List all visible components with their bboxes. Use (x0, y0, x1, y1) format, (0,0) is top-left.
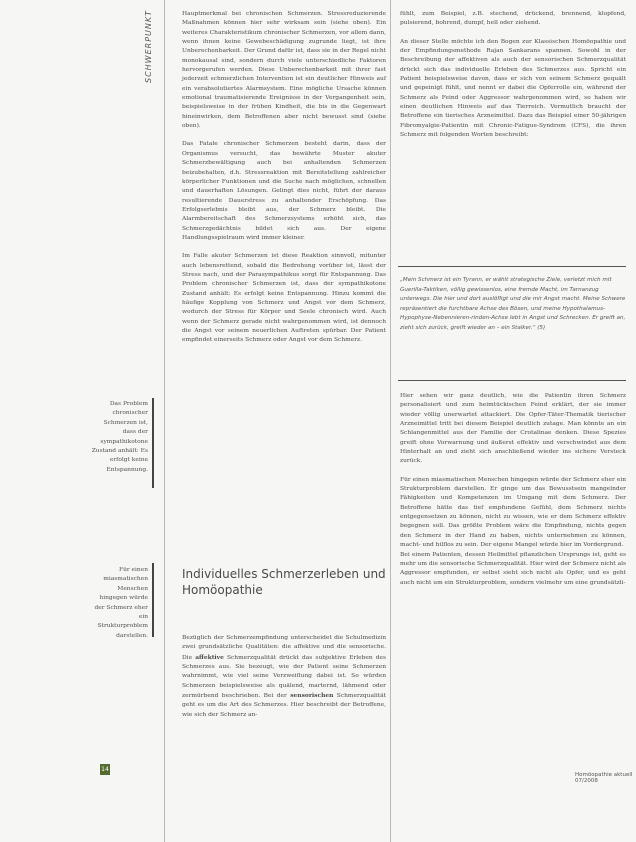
page-number: 14 (101, 766, 109, 773)
bold-term: sensorischen (290, 692, 334, 700)
paragraph: Das Fatale chronischer Schmerzen besteht darin, dass der Organismus versucht, das bewährte Muster akuter Schmerzbewältigung auch bei anhaltenden Schmerzen beizubehalten, d.h. Stressreaktion mit Bereitstellung zahlreicher körperlicher Funktionen und die Suche nach möglichen, schnellen und dauerhaften Lösungen. Gelingt dies nicht, führt der daraus resultierende Dauerstress zu anhaltender Erschöpfung. Das Erfolgserlebnis bleibt aus, der Schmerz bleibt. Die Alarmbereitschaft des Schmerzsystems erhöht sich, das Schmerzgedächtnis bildet sich aus. Der eigene Handlungsspielraum wird immer kleiner. (182, 141, 386, 241)
section-heading: Individuelles Schmerzerleben und Homöopathie (182, 567, 386, 597)
section-tab: SCHWERPUNKT (144, 10, 153, 84)
paragraph: Hauptmerkmal bei chronischen Schmerzen. Stressreduzierende Maßnahmen können hier sehr wirksam sein (siehe oben). Ein weiteres Charakteristikum chronischer Schmerzen, vor allem dann, wenn ihnen keine Gewebeschädigung zugrunde liegt, ist ihre Unberechenbarkeit. Der Grund dafür ist, dass sie in der Regel nicht monokausal sind, sondern durch viele unterschiedliche Faktoren hervorgerufen werden. Diese Unberechenbarkeit mit ihrer fast jederzeit schmerzlichen Intervention ist ein deutlicher Hinweis auf ein verabsolutiertes Alarmsystem. Eine mögliche Ursache können emotional traumatisierende Ereignisse in der Vergangenheit sein, beispielsweise in der frühen Kindheit, die bis in die Gegenwart hineinwirken, dem Betroffenen aber nicht bewusst sind (siehe oben). (182, 11, 386, 130)
bold-term: affektive (195, 653, 224, 661)
column-1-text (182, 10, 386, 346)
column-2-text (400, 10, 626, 140)
side-note-bar (152, 563, 154, 637)
paragraph: fühlt, zum Beispiel, z.B. stechend, drückend, brennend, klopfend, pulsierend, bohrend, dumpf, hell oder ziehend. (400, 11, 626, 27)
side-note: Für einen miasmatischen Menschen hingegen würde der Schmerz eher ein Strukturproblem darstellen. (94, 567, 148, 639)
paragraph (182, 634, 386, 720)
patient-quote: „Mein Schmerz ist ein Tyrann, er wählt strategische Ziele, verletzt mich mit Guerilla-Taktiken, völlig gewissenlos, eine fremde Macht, im Tarnanzug unterwegs. Die hier und dort auslöfligt und die mir Angst macht. Meine Schwere repräsentiert die furchtbare Achse des Bösen, und meine Hypothalamus-Hypophyse-Nebennieren-rinden-Achse lebt in Angst und Schrecken. Er greift an, zieht sich zurück, greift wieder an – ein Stalker.“ (5) (400, 277, 626, 331)
column-1-lower-text (182, 634, 386, 720)
side-note: Das Problem chronischer Schmerzen ist, dass der sympathikotone Zustand anhält: Es erfolgt keine Entspannung. (91, 401, 148, 473)
text-run: Schmerzqualität drückt das subjektive Erleben des Schmerzes aus. Sie bezeugt, wie der Patient seine Schmerzen wahrnimmt, wie viel seine Verzweiflung dabei ist. So würden Schmerzen beispielsweise als quälend, marternd, lähmend oder zermürbend beschrieben. Bei der (182, 654, 387, 700)
paragraph: Bei einem Patienten, dessen Heilmittel pflanzlichen Ursprungs ist, geht es mehr um die sensorische Schmerzqualität. Hier wird der Schmerz nicht als Aggressor empfunden, er selbst sieht sich nicht als Opfer, und es geht auch nicht um ein Strukturproblem, sondern vielmehr um eine grundsätzli- (400, 551, 626, 586)
text-run: Schmerzqualität geht es um die Art des Schmerzes. Hier beschreibt der Betroffene, wie sich der Schmerz an- (182, 693, 386, 718)
paragraph: Im Falle akuter Schmerzen ist diese Reaktion sinnvoll, mitunter auch lebensrettend, sobald die Bedrohung vorüber ist, lässt der Stress nach, und der Parasympathikus sorgt für Entspannung. Das Problem chronischer Schmerzen ist, dass der sympathikotone Zustand anhält: Es erfolgt keine Entspannung. Hinzu kommt die häufige Kopplung von Schmerz und Angst vor dem Schmerz, wodurch der Stress für Körper und Seele chronisch wird. Auch wenn der Schmerz gerade nicht wahrgenommen wird, ist dennoch die Angst vor seinem neuerlichen Auftreten spürbar. Der Patient empfindet einerseits Schmerz oder Angst vor dem Schmerz. (182, 253, 386, 344)
side-note-bar (152, 398, 154, 488)
paragraph: Hier sehen wir ganz deutlich, wie die Patientin ihren Schmerz personalisiert und zum heimtückischen Feind erklärt, der sie immer wieder völlig unerwartet attackiert. Die Opfer-Täter-Thematik tierischer Arzneimittel tritt bei diesem Beispiel deutlich zutage. Man könnte an ein Schlangenmittel aus der Familie der Crotalinae denken. Diese Spezies greift ohne Vorwarnung und äußerst effektiv und verschwindet aus dem Hinterhalt an und zieht sich anschließend wieder ins sichere Versteck zurück. (400, 393, 626, 465)
column-2-lower-text (400, 392, 626, 588)
paragraph: An dieser Stelle möchte ich den Bogen zur Klassischen Homöopathie und der Empfindungsmethode Rajan Sankarans spannen. Sowohl in der Beschreibung der affektiven als auch der sensorischen Schmerzqualität drückt sich das individuelle Erleben des Schmerzes aus. Spricht ein Patient beispielsweise davon, dass er sich von seinem Schmerz gequält und gepeinigt fühlt, und nennt er dabei die Opferrolle ein, während der Schmerz als Feind oder Aggressor wahrgenommen wird, so haben wir einen deutlichen Hinweis auf das Tierreich. Vermutlich braucht der Betroffene ein tierisches Arzneimittel. Dazu das Beispiel einer 50-jährigen Fibromyalgie-Patientin mit Chronic-Fatigue-Syndrom (CFS), die ihren Schmerz mit folgenden Worten beschreibt: (400, 38, 626, 139)
footer-issue: Homöopathie aktuell 07/2008 (575, 772, 633, 784)
text-run: Bezüglich der Schmerzempfindung unterscheidet die Schulmedizin zwei grundsätzliche Qualitäten: die affektive und die sensorische. Die (182, 635, 386, 661)
column-divider (164, 0, 165, 842)
quote-rule-top (398, 266, 626, 267)
paragraph: Für einen miasmatischen Menschen hingegen würde der Schmerz eher ein Strukturproblem darstellen. Er ginge um das Bewusstsein mangelnder Fähigkeiten und Kompetenzen im Umgang mit dem Schmerz. Der Betroffene hätte das tief empfundene Gefühl, dem Schmerz nichts entgegensetzen zu können, nicht zu wissen, wie er dem Schmerz effektiv begegnen soll. Das größte Problem wäre die Empfindung, nichts gegen den Schmerz in der Hand zu haben, nichts unternehmen zu können, macht- und hilflos zu sein. Der eigene Mangel würde hier im Vordergrund. (400, 476, 626, 549)
quote-rule-bottom (398, 380, 626, 381)
column-divider (390, 0, 391, 842)
